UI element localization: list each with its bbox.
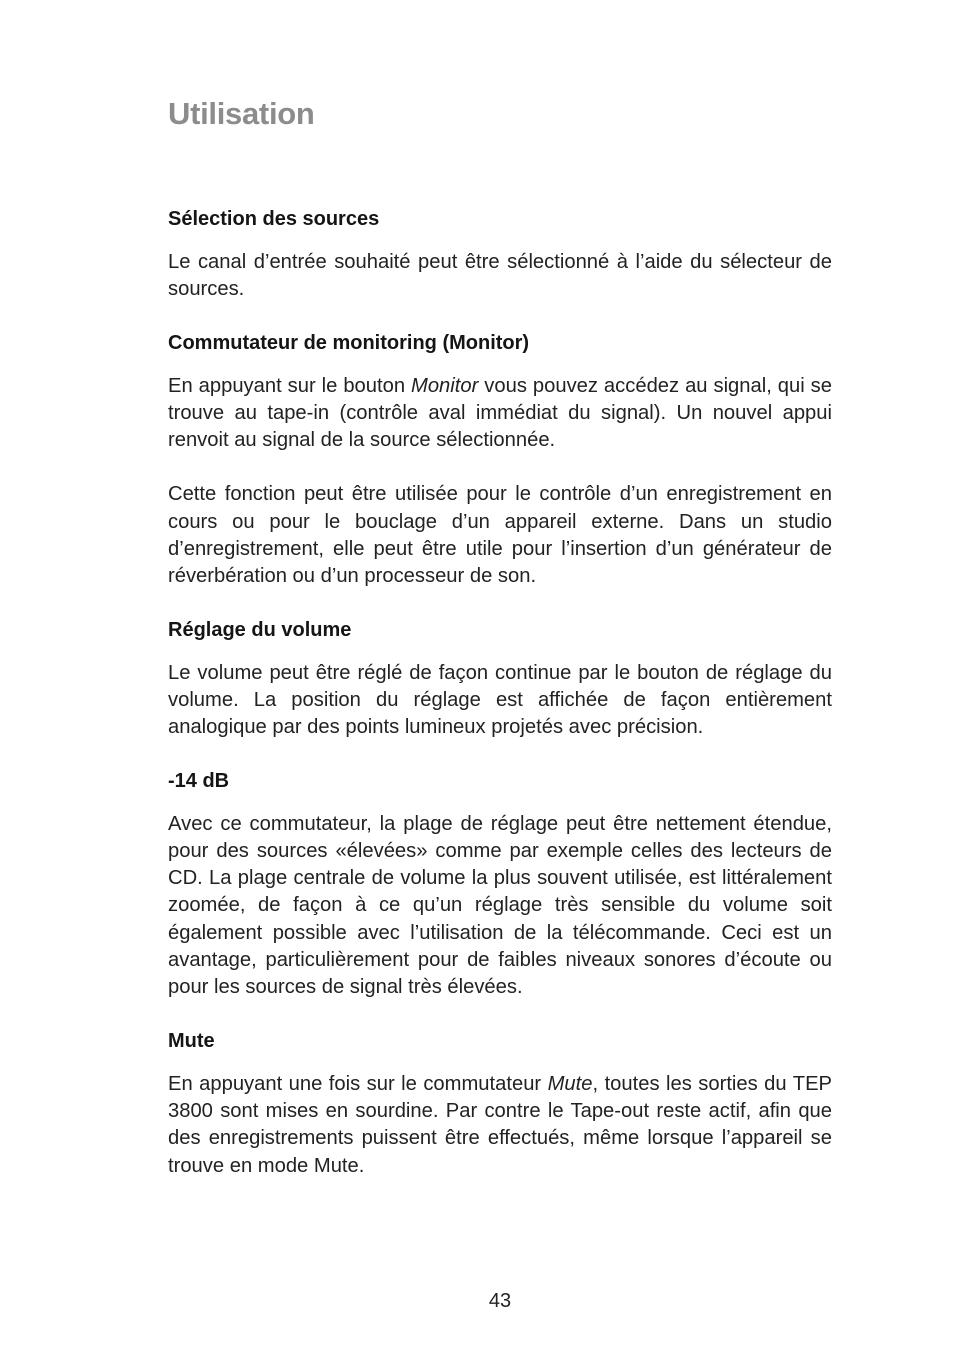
section-paragraph <box>168 373 832 455</box>
section-paragraph: Le volume peut être réglé de façon continue par le bouton de réglage du volume. La position du réglage est affichée de façon entièrement analogique par des points lumineux projetés avec précision. <box>168 661 832 739</box>
paragraph-text: vous pouvez accédez au signal, qui se trouve au tape-in (contrôle aval immédiat du signal). Un nouvel appui renvoit au signal de la source sélectionnée. <box>168 374 832 452</box>
section-paragraph: Cette fonction peut être utilisée pour le contrôle d’un enregistrement en cours ou pour le bouclage d’un appareil externe. Dans un studio d’enregistrement, elle peut être utile pour l’insertion d’un générateur de réverbération ou d’un processeur de son. <box>168 483 832 588</box>
section-minus-14-db <box>168 768 832 1002</box>
section-heading: -14 dB <box>168 769 230 792</box>
paragraph-text: , toutes les sorties du TEP 3800 sont mises en sourdine. Par contre le Tape-out reste actif, afin que des enregistrements puissent être effectués, même lorsque l’appareil se trouve en mode Mute. <box>168 1072 832 1177</box>
section-mute <box>168 1028 832 1180</box>
paragraph-emphasis: Monitor <box>411 374 479 397</box>
paragraph-text: En appuyant sur le bouton <box>168 374 412 397</box>
page-number: 43 <box>488 1290 512 1312</box>
paragraph-text: En appuyant une fois sur le commutateur <box>168 1072 548 1095</box>
section-volume-control <box>168 617 832 742</box>
page-content <box>168 206 832 1206</box>
section-paragraph <box>168 1071 832 1180</box>
section-monitor-switch <box>168 330 832 591</box>
section-paragraph: Le canal d’entrée souhaité peut être sélectionné à l’aide du sélecteur de sources. <box>168 251 832 301</box>
page-title: Utilisation <box>168 96 315 131</box>
paragraph-emphasis: Mute <box>547 1072 593 1095</box>
section-heading: Sélection des sources <box>168 208 380 230</box>
section-heading: Mute <box>168 1029 215 1052</box>
section-heading: Commutateur de monitoring (Monitor) <box>168 331 530 354</box>
section-source-selection <box>168 206 832 304</box>
section-paragraph: Avec ce commutateur, la plage de réglage peut être nettement étendue, pour des sources «élevées» comme par exemple celles des lecteurs de CD. La plage centrale de volume la plus souvent utilisée, est littéralement zoomée, de façon à ce qu’un réglage très sensible du volume soit également possible avec l’utilisation de la télécommande. Ceci est un avantage, particulièrement pour de faibles niveaux sonores d’écoute ou pour les sources de signal très élevées. <box>168 812 832 999</box>
section-heading: Réglage du volume <box>168 618 352 641</box>
